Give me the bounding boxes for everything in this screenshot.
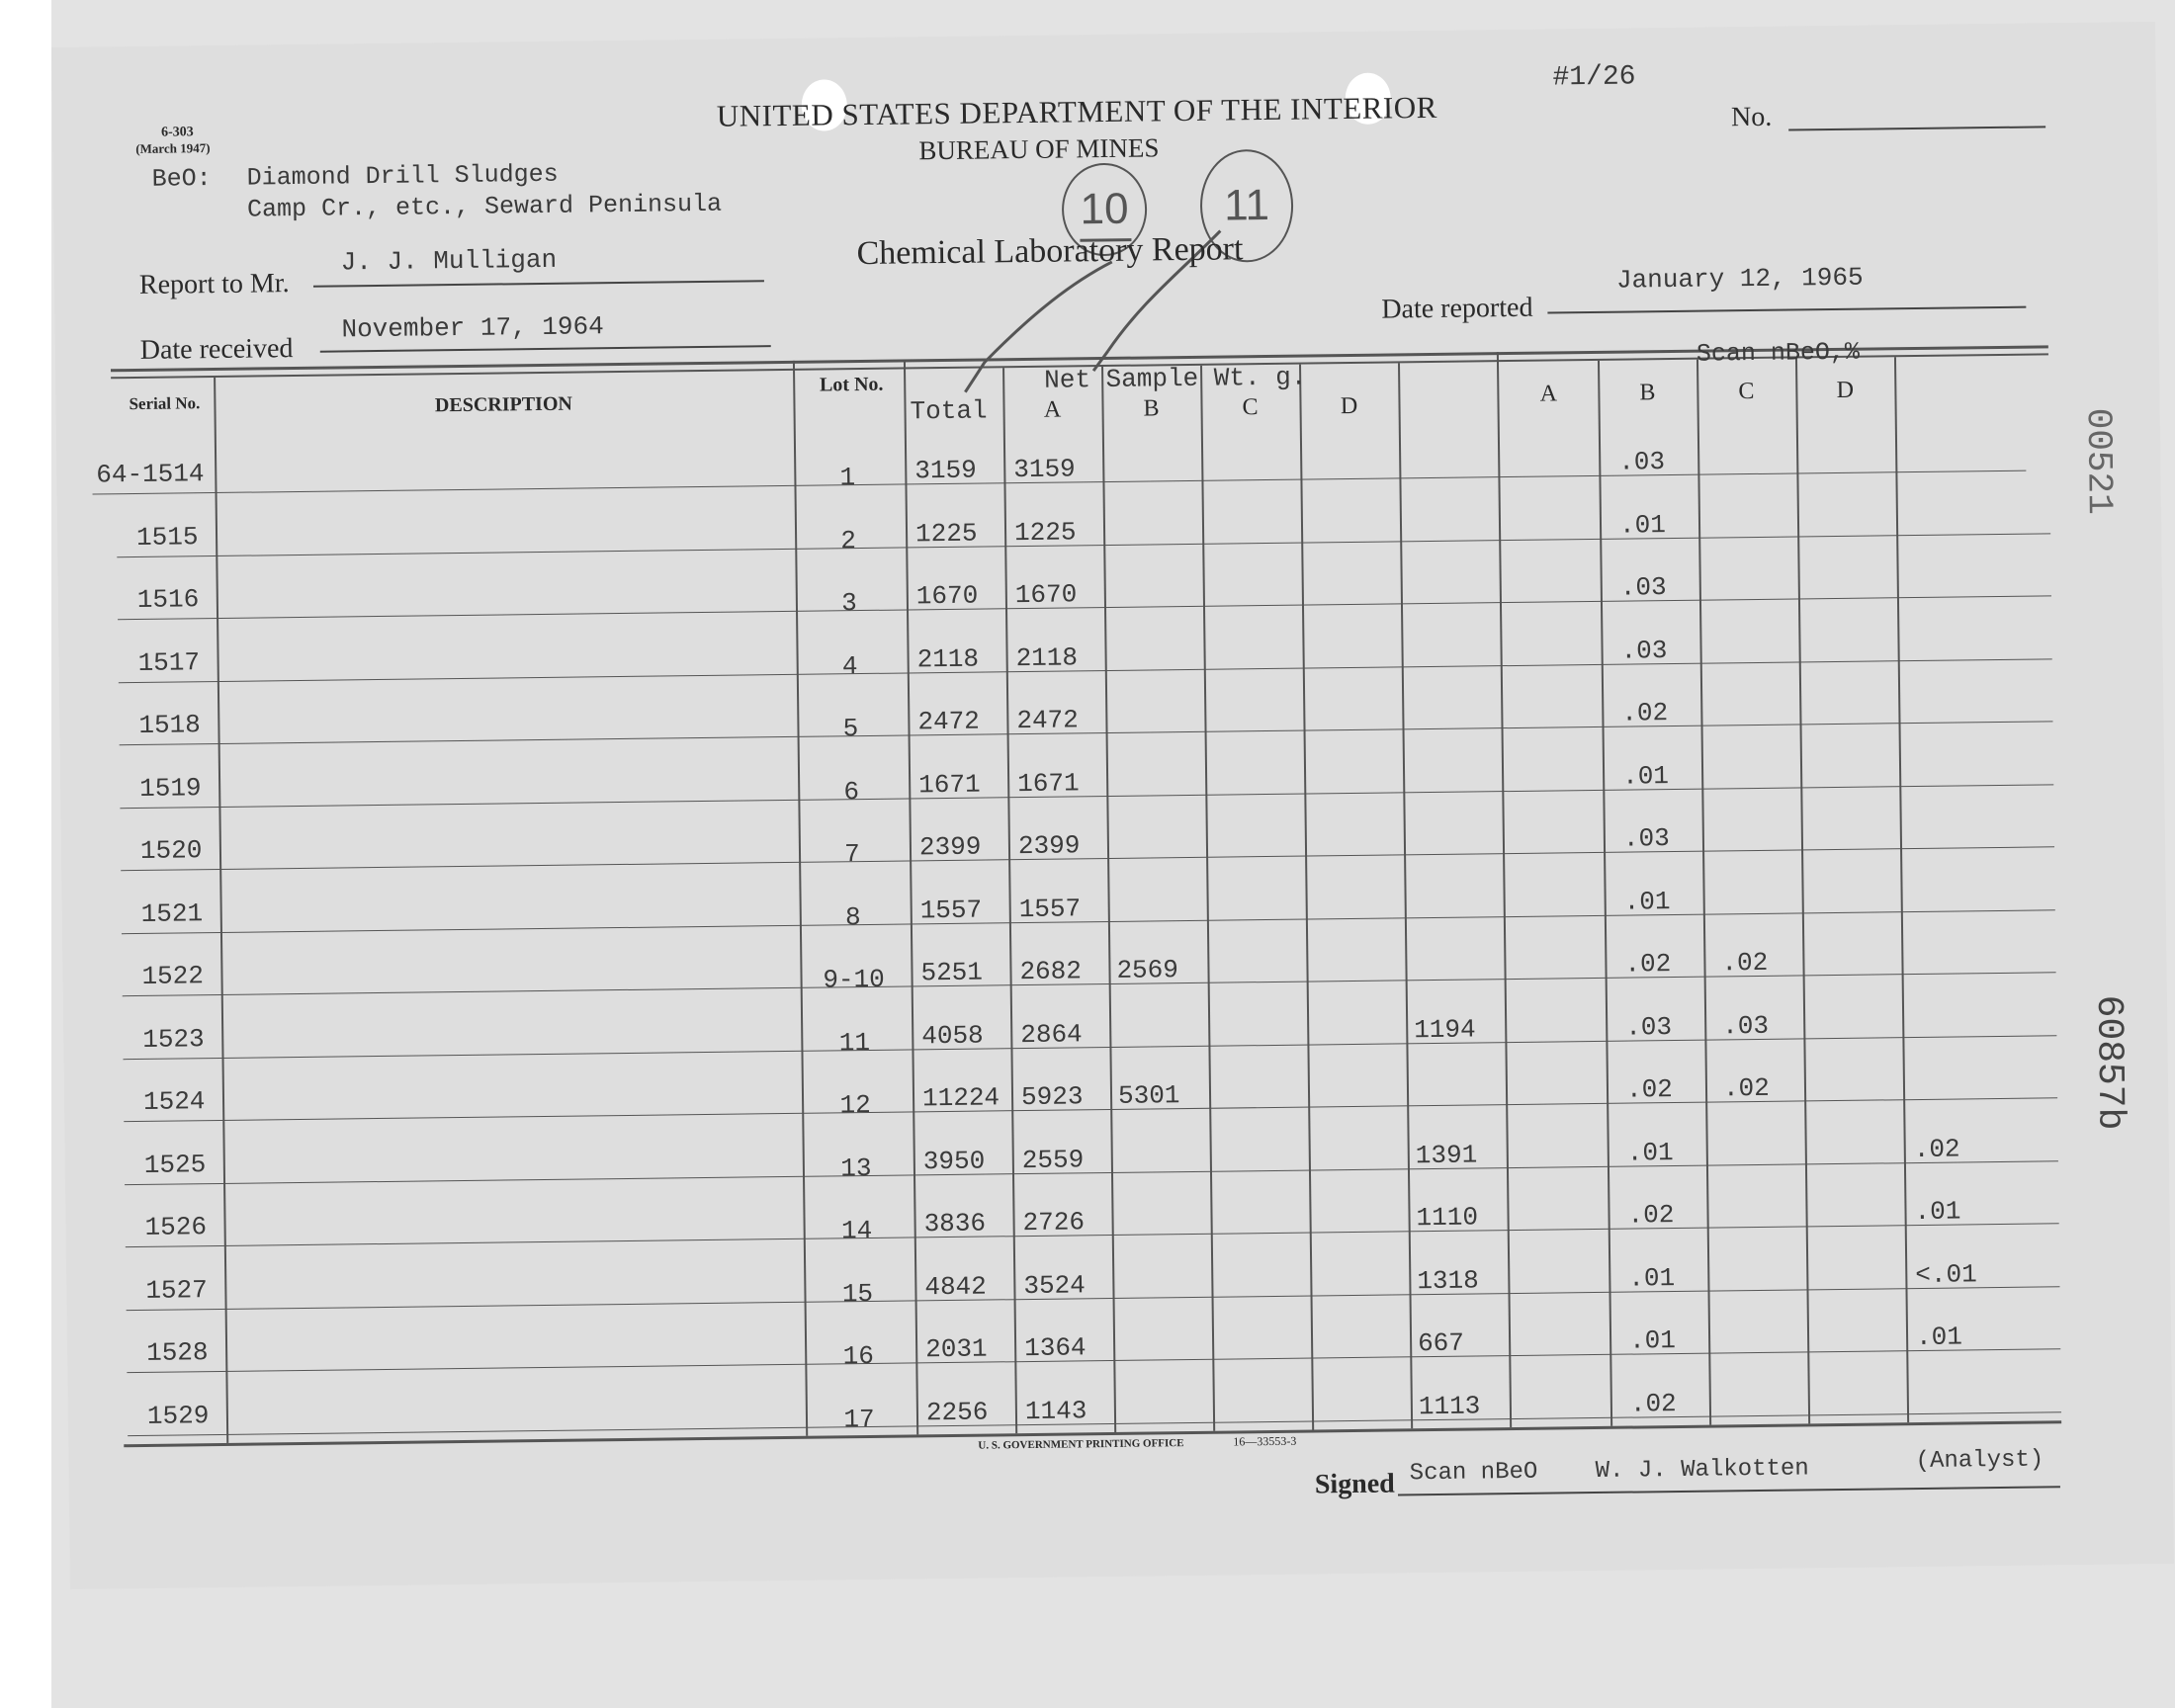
signed-method: Scan nBeO: [1409, 1458, 1538, 1488]
lab-report-form: [51, 22, 2174, 1589]
scan-col-c-header: C: [1738, 378, 1755, 405]
row-rule: [120, 784, 2053, 809]
row-net-d: 667: [1417, 1327, 1465, 1359]
row-serial: 1524: [142, 1086, 206, 1117]
row-total: 3159: [914, 455, 977, 486]
row-rule: [127, 1286, 2060, 1311]
net-col-b-header: B: [1143, 395, 1160, 422]
row-serial: 1515: [135, 521, 199, 553]
description-header: DESCRIPTION: [434, 392, 573, 417]
row-serial: 1529: [146, 1400, 210, 1431]
row-rule: [121, 846, 2054, 871]
row-scan-a: .02: [1629, 1388, 1677, 1419]
subject-label: BeO:: [151, 164, 212, 194]
date-reported-label: Date reported: [1381, 292, 1533, 325]
scan-col-b-header: B: [1639, 380, 1656, 406]
row-total: 4058: [921, 1020, 984, 1051]
row-scan-a: .01: [1628, 1262, 1676, 1294]
row-lot: 14: [840, 1215, 873, 1246]
row-serial: 1521: [140, 897, 204, 929]
row-net-b: 5301: [1117, 1080, 1180, 1111]
row-serial: 1518: [138, 710, 201, 740]
serial-header: Serial No.: [129, 393, 201, 414]
row-serial: 1516: [136, 584, 200, 615]
row-net-a: 2726: [1022, 1207, 1086, 1238]
row-net-a: 3159: [1013, 454, 1076, 485]
row-scan-a: .01: [1621, 760, 1670, 792]
report-to-line: [313, 280, 764, 288]
row-lot: 4: [841, 650, 858, 681]
printer-code: 16—33553-3: [1233, 1433, 1297, 1449]
signed-role: (Analyst): [1915, 1446, 2044, 1476]
col-divider-d: [1398, 363, 1413, 1428]
row-total: 5251: [920, 957, 984, 988]
number-label: No.: [1730, 101, 1773, 133]
circled-number-10: 10: [1062, 162, 1148, 256]
page-reference: #1/26: [1552, 61, 1636, 94]
report-title: Chemical Laboratory Report: [856, 230, 1244, 273]
row-rule: [126, 1223, 2059, 1247]
row-total: 1671: [917, 769, 981, 800]
row-net-a: 1670: [1014, 579, 1078, 611]
net-sample-header: Net Sample Wt. g.: [1044, 362, 1307, 395]
circled-number-11: 11: [1199, 149, 1293, 263]
scan-header: Scan nBeO,%: [1696, 337, 1861, 369]
signed-line: [1398, 1486, 2060, 1495]
form-number: 6-303: [160, 125, 194, 140]
col-divider-c: [1299, 365, 1314, 1430]
row-total: 2118: [916, 643, 980, 674]
row-net-a: 5923: [1020, 1081, 1084, 1113]
row-net-b: 2569: [1116, 955, 1179, 985]
col-divider-a: [1101, 367, 1116, 1432]
row-lot: 5: [842, 714, 859, 744]
row-lot: 15: [841, 1278, 874, 1309]
net-col-a-header: A: [1043, 396, 1062, 423]
row-lot: 3: [840, 588, 857, 619]
stamp-top-right: 00521: [2077, 407, 2120, 516]
report-to-value: J. J. Mulligan: [340, 244, 558, 278]
row-lot: 13: [840, 1153, 872, 1183]
row-serial: 1528: [145, 1337, 209, 1368]
row-lot: 2: [840, 525, 857, 555]
bureau-title: BUREAU OF MINES: [918, 132, 1160, 166]
row-scan-a: .02: [1625, 1074, 1673, 1105]
row-net-a: 2118: [1015, 641, 1079, 673]
row-scan-b: .02: [1722, 1072, 1770, 1104]
net-col-total-header: Total: [910, 395, 988, 427]
row-rule: [119, 658, 2052, 683]
row-serial: 1525: [143, 1149, 207, 1180]
row-lot: 9-10: [823, 964, 885, 995]
row-total: 1225: [914, 518, 978, 549]
row-rule: [127, 1348, 2060, 1373]
row-scan-d: <.01: [1915, 1258, 1977, 1290]
row-net-a: 2399: [1017, 830, 1081, 862]
row-net-a: 1225: [1013, 516, 1077, 548]
subject-line-2: Camp Cr., etc., Seward Peninsula: [246, 189, 723, 224]
row-total: 2472: [917, 706, 981, 737]
date-received-label: Date received: [139, 333, 294, 366]
row-rule: [120, 721, 2053, 745]
row-total: 2256: [925, 1397, 989, 1427]
row-total: 1557: [919, 895, 983, 925]
row-net-a: 1557: [1018, 893, 1082, 924]
row-scan-d: .01: [1915, 1322, 1963, 1353]
col-divider-description: [793, 361, 808, 1436]
row-net-a: 2864: [1020, 1018, 1083, 1050]
row-serial: 1519: [138, 772, 202, 804]
col-divider-scan-a: [1598, 361, 1612, 1426]
row-serial: 1517: [137, 646, 201, 678]
row-scan-a: .03: [1622, 823, 1670, 854]
row-rule: [117, 533, 2050, 557]
row-scan-a: .01: [1626, 1137, 1674, 1168]
row-lot: 6: [843, 776, 860, 807]
row-lot: 1: [839, 463, 856, 493]
col-divider-scan-d: [1894, 357, 1909, 1422]
row-scan-a: .02: [1624, 949, 1672, 980]
date-received-value: November 17, 1964: [341, 311, 604, 345]
report-to-label: Report to Mr.: [138, 268, 290, 300]
row-scan-a: .02: [1627, 1200, 1675, 1231]
row-scan-d: .02: [1913, 1133, 1960, 1164]
col-divider-scan-c: [1795, 358, 1810, 1423]
subject-line-1: Diamond Drill Sludges: [246, 159, 559, 193]
row-serial: 1526: [144, 1212, 208, 1242]
row-lot: 17: [843, 1404, 875, 1434]
row-scan-d: .01: [1914, 1196, 1961, 1228]
stamp-side-number: 60857b: [2086, 994, 2132, 1131]
row-scan-a: .01: [1628, 1325, 1677, 1356]
signed-name: W. J. Walkotten: [1595, 1455, 1809, 1486]
row-net-a: 2559: [1021, 1144, 1085, 1175]
col-divider-serial: [214, 378, 228, 1443]
row-lot: 16: [842, 1340, 875, 1372]
row-total: 3836: [923, 1208, 987, 1239]
signed-label: Signed: [1314, 1468, 1395, 1500]
row-total: 4842: [924, 1271, 987, 1302]
department-title: UNITED STATES DEPARTMENT OF THE INTERIOR: [716, 89, 1438, 133]
net-col-d-header: D: [1340, 392, 1358, 420]
row-net-d: 1110: [1416, 1202, 1479, 1234]
row-scan-a: .03: [1619, 572, 1667, 603]
row-net-a: 1143: [1024, 1395, 1088, 1426]
scan-col-d-header: D: [1836, 377, 1855, 403]
row-total: 2031: [924, 1333, 988, 1365]
row-serial: 1527: [145, 1274, 208, 1306]
row-net-a: 2682: [1019, 956, 1083, 987]
col-divider-net-end: [1497, 352, 1512, 1427]
date-received-line: [320, 345, 771, 353]
row-rule: [125, 1160, 2058, 1185]
row-rule: [118, 595, 2051, 620]
row-serial: 1522: [141, 961, 205, 991]
row-scan-a: .01: [1618, 509, 1667, 541]
row-serial: 1523: [142, 1023, 205, 1055]
row-lot: 8: [844, 901, 861, 932]
row-total: 3950: [922, 1146, 986, 1176]
form-date: (March 1947): [135, 140, 211, 156]
row-total: 11224: [921, 1082, 1000, 1114]
row-scan-a: .03: [1620, 635, 1668, 666]
lot-header: Lot No.: [819, 373, 884, 396]
row-net-d: 1391: [1415, 1139, 1478, 1170]
net-col-c-header: C: [1242, 394, 1259, 421]
row-lot: 7: [844, 839, 861, 870]
row-net-a: 3524: [1023, 1269, 1086, 1301]
row-scan-a: .01: [1623, 886, 1671, 917]
row-net-a: 1671: [1016, 767, 1080, 799]
row-rule: [122, 909, 2055, 934]
row-net-d: 1194: [1414, 1013, 1476, 1045]
row-total: 1670: [915, 580, 979, 612]
printer-line: U. S. GOVERNMENT PRINTING OFFICE: [978, 1437, 1184, 1452]
number-line: [1788, 126, 2045, 130]
row-lot: 11: [838, 1027, 871, 1058]
row-scan-a: .02: [1621, 698, 1669, 728]
col-divider-b: [1200, 366, 1215, 1431]
row-scan-b: .02: [1721, 947, 1769, 979]
row-net-a: 1364: [1023, 1332, 1087, 1364]
scan-col-a-header: A: [1539, 381, 1558, 407]
row-scan-b: .03: [1722, 1010, 1770, 1041]
row-net-d: 1113: [1418, 1390, 1481, 1421]
row-scan-a: .03: [1625, 1011, 1673, 1043]
row-total: 2399: [918, 831, 982, 863]
row-serial: 1520: [139, 835, 203, 866]
row-serial: 64-1514: [96, 459, 205, 490]
row-lot: 12: [839, 1089, 871, 1121]
date-reported-line: [1547, 306, 2026, 314]
col-divider-scan-b: [1696, 360, 1711, 1425]
row-scan-a: .03: [1618, 447, 1666, 477]
row-net-a: 2472: [1016, 705, 1079, 736]
date-reported-value: January 12, 1965: [1615, 262, 1864, 296]
row-net-d: 1318: [1417, 1264, 1479, 1296]
